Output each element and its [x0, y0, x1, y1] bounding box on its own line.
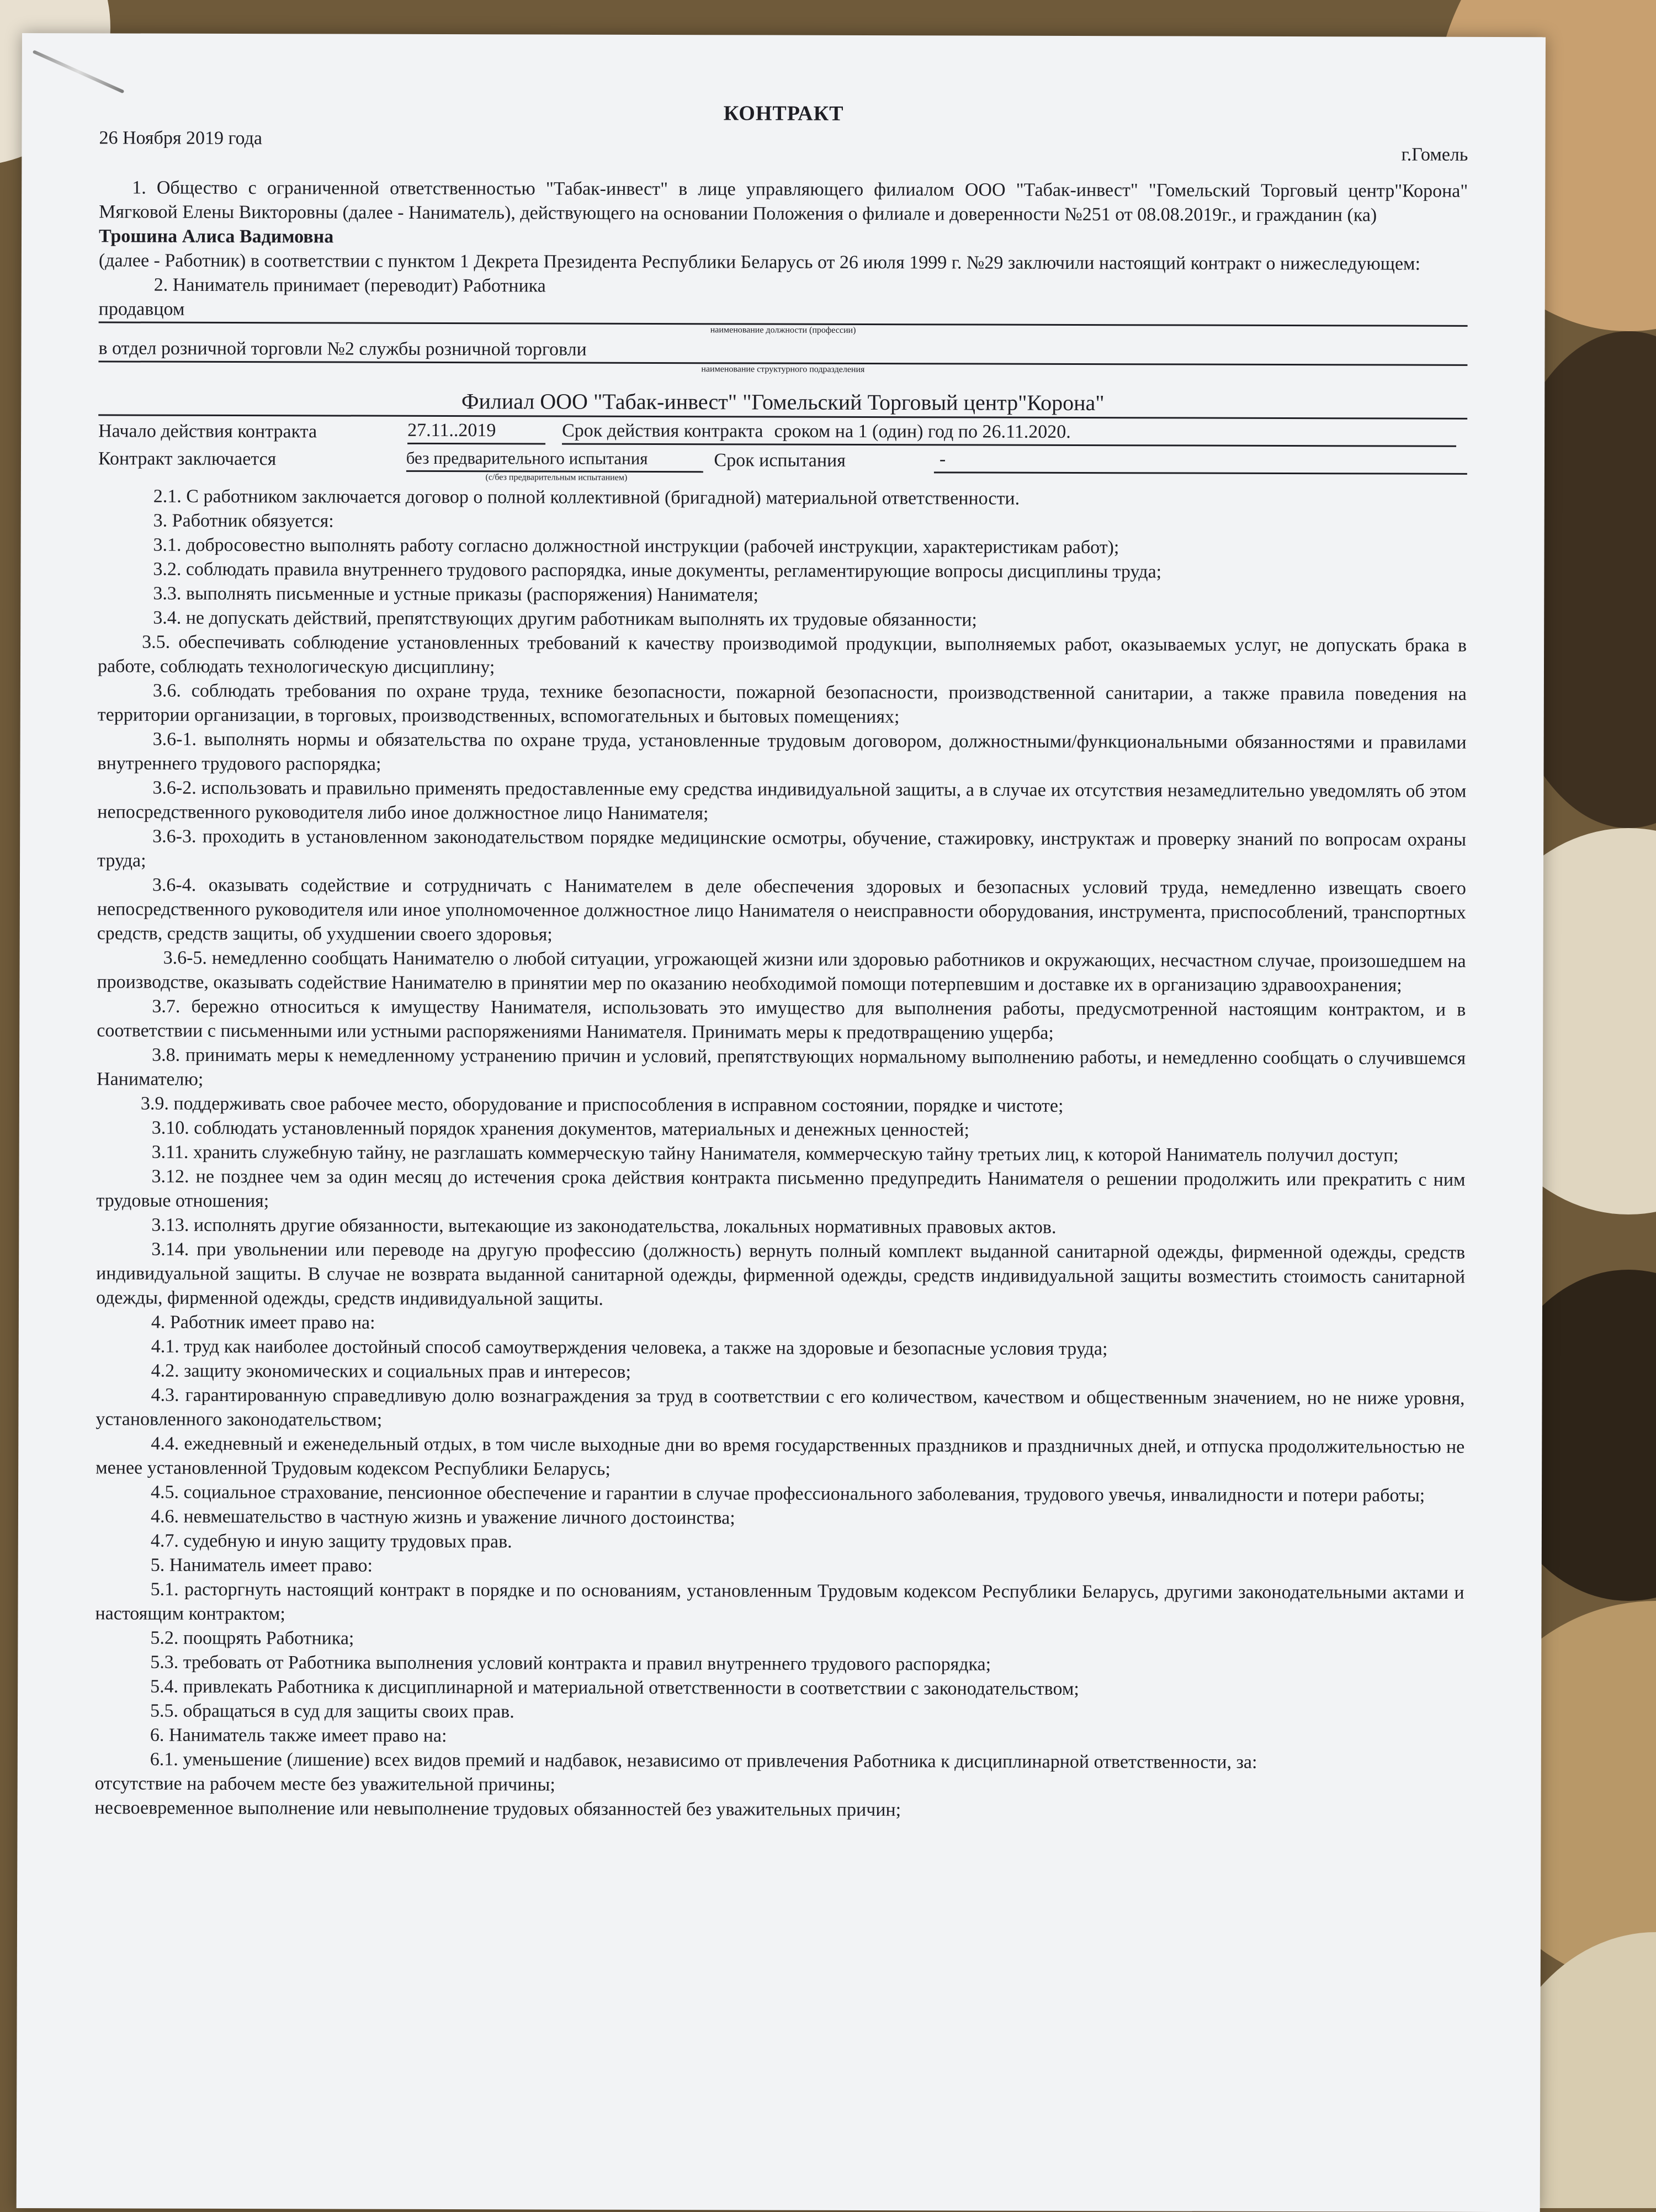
trial-value: -	[934, 447, 1467, 475]
department-value: в отдел розничной торговли №2 службы розничной торговли	[98, 338, 587, 360]
concluded-value: без предварительного испытания	[406, 446, 703, 473]
clause-item: 3.1. добросовестно выполнять работу согласно должностной инструкции (рабочей инструкции, характеристикам работ);	[153, 534, 1119, 558]
department-field	[98, 336, 1467, 365]
contract-date: 26 Ноября 2019 года	[99, 128, 263, 149]
clause-item: 4.1. труд как наиболее достойный способ самоутверждения человека, а также на здоровые и безопасные условия труда;	[151, 1336, 1108, 1360]
clause-item: 3.13. исполнять другие обязанности, вытекающие из законодательства, локальных нормативных правовых актов.	[151, 1214, 1057, 1238]
start-value: 27.11..2019	[407, 418, 545, 445]
clause-item: 3.12. не позднее чем за один месяц до истечения срока действия контракта письменно предупредить Нанимателя о решении продолжить или прекратить с ним трудовые отношения;	[96, 1166, 1466, 1212]
date-line	[99, 126, 1468, 179]
clause-item: 3.2. соблюдать правила внутреннего трудового распорядка, иные документы, регламентирующие вопросы дисциплины труда;	[153, 559, 1162, 582]
employee-name: Трошина Алиса Вадимовна	[98, 226, 334, 247]
contract-page	[17, 33, 1546, 2212]
department-caption: наименование структурного подразделения	[701, 364, 865, 374]
clause-item: 3.6-4. оказывать содействие и сотрудничать с Нанимателем в деле обеспечения здоровых и безопасных условий труда, немедленно извещать своего непосредственного руководителя или иное уполномоченное должностное лицо Нанимателя о неисправности оборудования, инструмента, приспособлений, транспортных средств, средств защиты, об ухудшении своего здоровья;	[97, 874, 1467, 945]
clause-item: 6.1. уменьшение (лишение) всех видов премий и надбавок, независимо от привлечения Работника к дисциплинарной ответственности, за:	[150, 1749, 1257, 1773]
clause-item: 5.2. поощрять Работника;	[150, 1627, 354, 1649]
clause-item: 3.14. при увольнении или переводе на другую профессию (должность) вернуть полный комплект выданной санитарной одежды, фирменной одежды, средств индивидуальной защиты. В случае не возврата выданной санитарной одежды, фирменной одежды, средств индивидуальной защиты возместить стоимость санитарной одежды, фирменной одежды, средств индивидуальной защиты.	[95, 1239, 1466, 1309]
intro-paragraph: 1. Общество с ограниченной ответственностью "Табак-инвест" в лице управляющего филиалом ООО "Табак-инвест" "Гомельский Торговый центр"Корона" Мягковой Елены Викторовны (далее - Наниматель), действующего на основании Положения о филиале и доверенности №251 от 08.08.2019г., и гражданин (ка)	[99, 177, 1468, 226]
term-field	[562, 419, 1456, 447]
clause-item: 3.10. соблюдать установленный порядок хранения документов, материальных и денежных ценностей;	[151, 1117, 970, 1141]
trial-label: Срок испытания	[714, 450, 846, 471]
clause-item: 3.8. принимать меры к немедленному устранению причин и условий, препятствующих нормальному выполнению работы, и немедленно сообщать о случившемся Нанимателю;	[96, 1044, 1466, 1090]
clause-item: 3.5. обеспечивать соблюдение установленных требований к качеству производимой продукции, выполняемых работ, оказываемых услуг, не допускать брака в работе, соблюдать технологическую дисциплину;	[97, 632, 1467, 678]
concluded-caption: (с/без предварительным испытанием)	[485, 473, 628, 482]
concluded-row	[98, 443, 1467, 474]
start-label: Начало действия контракта	[98, 421, 317, 442]
concluded-label: Контракт заключается	[98, 448, 277, 470]
clauses-list	[95, 484, 1467, 1823]
clause-item: 2.1. С работником заключается договор о полной коллективной (бригадной) материальной ответственности.	[153, 486, 1020, 509]
document-title: КОНТРАКТ	[723, 102, 844, 125]
position-value: продавцом	[98, 299, 185, 320]
clause-item: 4.5. социальное страхование, пенсионное обеспечение и гарантии в случае профессионального заболевания, трудового увечья, инвалидности и потери работы;	[151, 1482, 1425, 1506]
clause-item: 4.4. ежедневный и еженедельный отдых, в том числе выходные дни во время государственных праздников и праздничных дней, и отпуска продолжительностью не менее установленной Трудовым кодексом Республики Беларусь;	[95, 1433, 1465, 1479]
clause-item: 3. Работник обязуется:	[153, 510, 334, 532]
contract-body	[95, 99, 1468, 1823]
term-label: Срок действия контракта	[562, 420, 763, 442]
clause-item: 4.2. защиту экономических и социальных прав и интересов;	[151, 1360, 631, 1382]
clause-item: 4.7. судебную и иную защиту трудовых прав.	[150, 1530, 512, 1552]
clause-2: 2. Наниматель принимает (переводит) Работника	[153, 274, 546, 296]
start-row	[98, 416, 1467, 447]
clause-item: отсутствие на рабочем месте без уважительной причины;	[94, 1773, 555, 1795]
clause-item: 5.3. требовать от Работника выполнения условий контракта и правил внутреннего трудового распорядка;	[150, 1652, 991, 1675]
clause-item: 3.3. выполнять письменные и устные приказы (распоряжения) Нанимателя;	[153, 583, 759, 606]
branch-name: Филиал ООО "Табак-инвест" "Гомельский Торговый центр"Корона"	[98, 386, 1467, 419]
clause-item: 3.11. хранить служебную тайну, не разглашать коммерческую тайну Нанимателя, коммерческую тайну третьих лиц, к которой Наниматель получил доступ;	[151, 1142, 1399, 1166]
position-caption: наименование должности (профессии)	[710, 325, 856, 335]
clause-item: 4.3. гарантированную справедливую долю вознаграждения за труд в соответствии с его количеством, качеством и общественным значением, но не ниже уровня, установленного законодательством;	[95, 1385, 1465, 1430]
clause-item: 3.6. соблюдать требования по охране труда, технике безопасности, пожарной безопасности, производственной санитарии, а также правила поведения на территории организации, в торговых, производственных, вспомогательных и бытовых помещениях;	[97, 680, 1467, 728]
clause-item: 5. Наниматель имеет право:	[150, 1555, 373, 1576]
clause-item: 6. Наниматель также имеет право на:	[150, 1725, 447, 1747]
clause-item: 5.1. расторгнуть настоящий контракт в порядке и по основаниям, установленным Трудовым кодексом Республики Беларусь, другими законодательными актами и настоящим контрактом;	[95, 1579, 1464, 1625]
clause-item: 3.6-3. проходить в установленном законодательством порядке медицинские осмотры, обучение, стажировку, инструктаж и проверку знаний по вопросам охраны труда;	[97, 826, 1467, 871]
clause-item: 5.5. обращаться в суд для защиты своих прав.	[150, 1700, 514, 1722]
clause-item: 3.6-5. немедленно сообщать Нанимателю о любой ситуации, угрожающей жизни или здоровью работников и окружающих, несчастном случае, произошедшем на производстве, оказывать содействие Нанимателю в принятии мер по оказанию необходимой помощи потерпевшим и доставке их в организацию здравоохранения;	[97, 947, 1466, 996]
clause-item: 4. Работник имеет право на:	[151, 1312, 375, 1333]
intro-continuation: (далее - Работник) в соответствии с пунктом 1 Декрета Президента Республики Беларусь от 26 июля 1999 г. №29 заключили настоящий контракт о нижеследующем:	[98, 250, 1421, 274]
clause-item: 3.6-2. использовать и правильно применять предоставленные ему средства индивидуальной защиты, а в случае их отсутствия незамедлительно уведомлять об этом непосредственного руководителя либо иное должностное лицо Нанимателя;	[97, 777, 1467, 824]
staple-pin	[33, 50, 125, 93]
clause-item: 3.6-1. выполнять нормы и обязательства по охране труда, установленные трудовым договором, должностными/функциональными обязанностями и правилами внутреннего трудового распорядка;	[97, 729, 1467, 775]
contract-city: г.Гомель	[1401, 144, 1468, 165]
clause-item: 3.7. бережно относиться к имуществу Нанимателя, использовать это имущество для выполнения работы, предусмотренной настоящим контрактом, и в соответствии с письменными или устными распоряжениями Нанимателя. Принимать меры к предотвращению ущерба;	[97, 996, 1466, 1043]
term-value: сроком на 1 (один) год по 26.11.2020.	[774, 421, 1071, 442]
clause-item: 4.6. невмешательство в частную жизнь и уважение личного достоинства;	[150, 1506, 735, 1529]
clause-item: 5.4. привлекать Работника к дисциплинарной и материальной ответственности в соответствии с законодательством;	[150, 1676, 1079, 1700]
clause-item: 3.4. не допускать действий, препятствующих другим работникам выполнять их трудовые обязанности;	[153, 607, 977, 630]
clause-item: 3.9. поддерживать свое рабочее место, оборудование и приспособления в исправном состоянии, порядке и чистоте;	[140, 1093, 1064, 1116]
clause-item: несвоевременное выполнение или невыполнение трудовых обязанностей без уважительных причин;	[94, 1797, 901, 1821]
position-field	[99, 297, 1468, 326]
